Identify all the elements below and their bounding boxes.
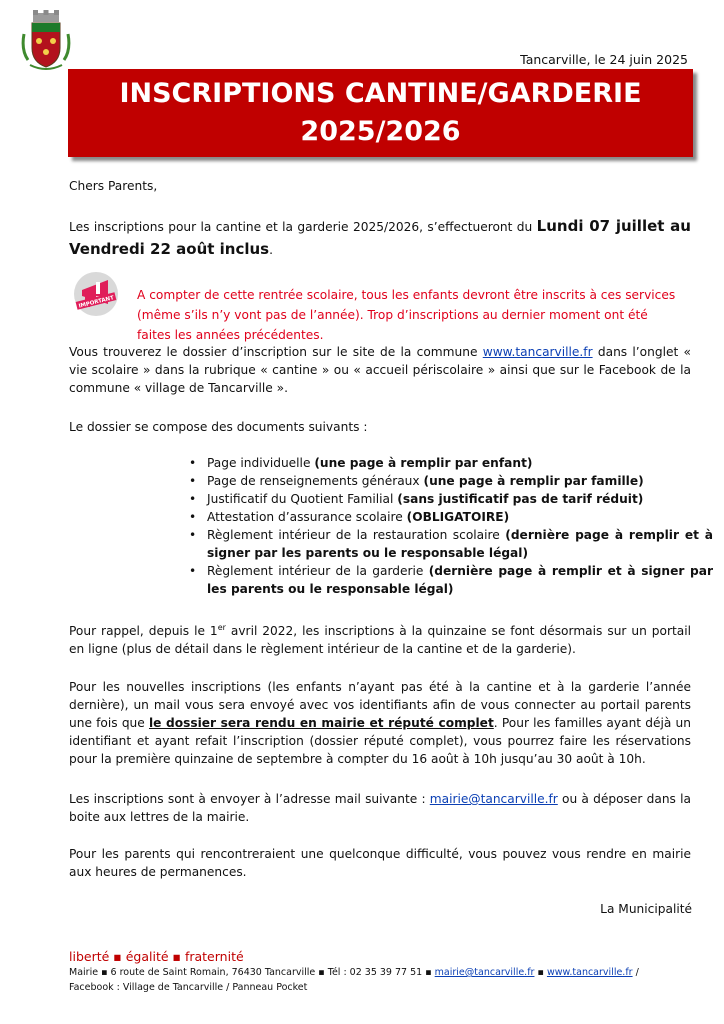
dossier-text-after: dans l’onglet « vie scolaire » dans la rubrique « cantine » ou « accueil périscolaire » ainsi que sur le Facebook de la commune « village de Tancarville ». <box>69 345 691 395</box>
footer-motto: liberté ▪ égalité ▪ fraternité <box>69 949 244 964</box>
important-note: A compter de cette rentrée scolaire, tous les enfants devront être inscrits à ces services (même s’ils n’y vont pas de l’année). Trop d’inscriptions au dernier moment ont été faites les années précédentes. <box>137 288 676 343</box>
intro-end: . <box>269 243 273 257</box>
list-item <box>207 490 713 508</box>
doc-note: (dernière page à remplir et à signer par les parents ou le responsable légal) <box>207 564 713 596</box>
intro-text: Les inscriptions pour la cantine et la garderie 2025/2026, s’effectueront du <box>69 220 537 234</box>
doc-name: Justificatif du Quotient Familial <box>207 492 398 506</box>
doc-note: (une page à remplir par enfant) <box>314 456 533 470</box>
difficulte-paragraph: Pour les parents qui rencontreraient une quelconque difficulté, vous pouvez vous rendre en mairie aux heures de permanences. <box>69 847 691 879</box>
footer-email-link[interactable]: mairie@tancarville.fr <box>434 967 535 978</box>
signature: La Municipalité <box>600 902 692 916</box>
nouvelles-text-after: . Pour les familles ayant déjà un identifiant et ayant refait l’inscription (dossier réputé complet), vous pourrez faire les réservations pour la première quinzaine de septembre à compter du 16 août à 10h jusqu’au 30 août à 10h. <box>69 716 692 766</box>
list-item <box>207 562 713 598</box>
important-icon-label: IMPORTANT <box>78 295 115 310</box>
email-link[interactable]: mairie@tancarville.fr <box>429 792 558 806</box>
doc-name: Règlement intérieur de la restauration scolaire <box>207 528 506 542</box>
doc-name: Règlement intérieur de la garderie <box>207 564 429 578</box>
envoi-text-after: ou à déposer dans la boite aux lettres de la mairie. <box>69 792 691 824</box>
intro-paragraph <box>69 215 691 261</box>
document-date: Tancarville, le 24 juin 2025 <box>520 52 688 67</box>
page-title: INSCRIPTIONS CANTINE/GARDERIE <box>119 78 642 109</box>
footer-facebook: / Facebook : Village de Tancarville / Panneau Pocket <box>69 967 639 993</box>
doc-note: (sans justificatif pas de tarif réduit) <box>397 492 644 506</box>
footer-contact <box>69 965 679 995</box>
intro-dates: Lundi 07 juillet au Vendredi 22 août inclus <box>69 217 691 258</box>
doc-note: (OBLIGATOIRE) <box>406 510 510 524</box>
list-item <box>207 508 713 526</box>
list-item <box>207 472 713 490</box>
title-banner <box>68 69 693 157</box>
doc-name: Page de renseignements généraux <box>207 474 424 488</box>
doc-note: (dernière page à remplir et à signer par les parents ou le responsable légal) <box>207 528 714 560</box>
rappel-text-before: Pour rappel, depuis le 1 <box>69 624 218 638</box>
dossier-paragraph <box>69 343 691 397</box>
docs-intro: Le dossier se compose des documents suivants : <box>69 420 368 434</box>
greeting: Chers Parents, <box>69 179 158 193</box>
dossier-text-before: Vous trouverez le dossier d’inscription sur le site de la commune <box>69 345 483 359</box>
documents-list <box>187 454 713 598</box>
website-link[interactable]: www.tancarville.fr <box>482 345 593 359</box>
coat-of-arms-logo <box>20 10 72 74</box>
rappel-paragraph <box>69 622 691 658</box>
doc-note: (une page à remplir par famille) <box>423 474 644 488</box>
footer-website-link[interactable]: www.tancarville.fr <box>546 967 633 978</box>
envoi-paragraph <box>69 790 691 826</box>
rappel-superscript: er <box>217 622 226 632</box>
nouvelles-inscriptions-paragraph <box>69 678 691 768</box>
list-item <box>207 454 713 472</box>
important-megaphone-icon <box>72 270 120 322</box>
footer-separator: ▪ <box>534 967 547 978</box>
footer-address: Mairie ▪ 6 route de Saint Romain, 76430 Tancarville ▪ Tél : 02 35 39 77 51 ▪ <box>69 967 435 978</box>
crown-icon <box>33 10 59 22</box>
envoi-text-before: Les inscriptions sont à envoyer à l’adresse mail suivante : <box>69 792 430 806</box>
nouvelles-text-before: Pour les nouvelles inscriptions (les enfants n’ayant pas été à la cantine et à la garderie l’année dernière), un mail vous sera envoyé avec vos identifiants afin de vous connecter au portail parents une fois que <box>69 680 691 730</box>
nouvelles-emphasis: le dossier sera rendu en mairie et réputé complet <box>148 716 494 730</box>
page-subtitle-year: 2025/2026 <box>300 116 461 147</box>
list-item <box>207 526 713 562</box>
doc-name: Attestation d’assurance scolaire <box>207 510 407 524</box>
doc-name: Page individuelle <box>207 456 315 470</box>
rappel-text-after: avril 2022, les inscriptions à la quinzaine se font désormais sur un portail en ligne (plus de détail dans le règlement intérieur de la cantine et de la garderie). <box>69 624 691 656</box>
